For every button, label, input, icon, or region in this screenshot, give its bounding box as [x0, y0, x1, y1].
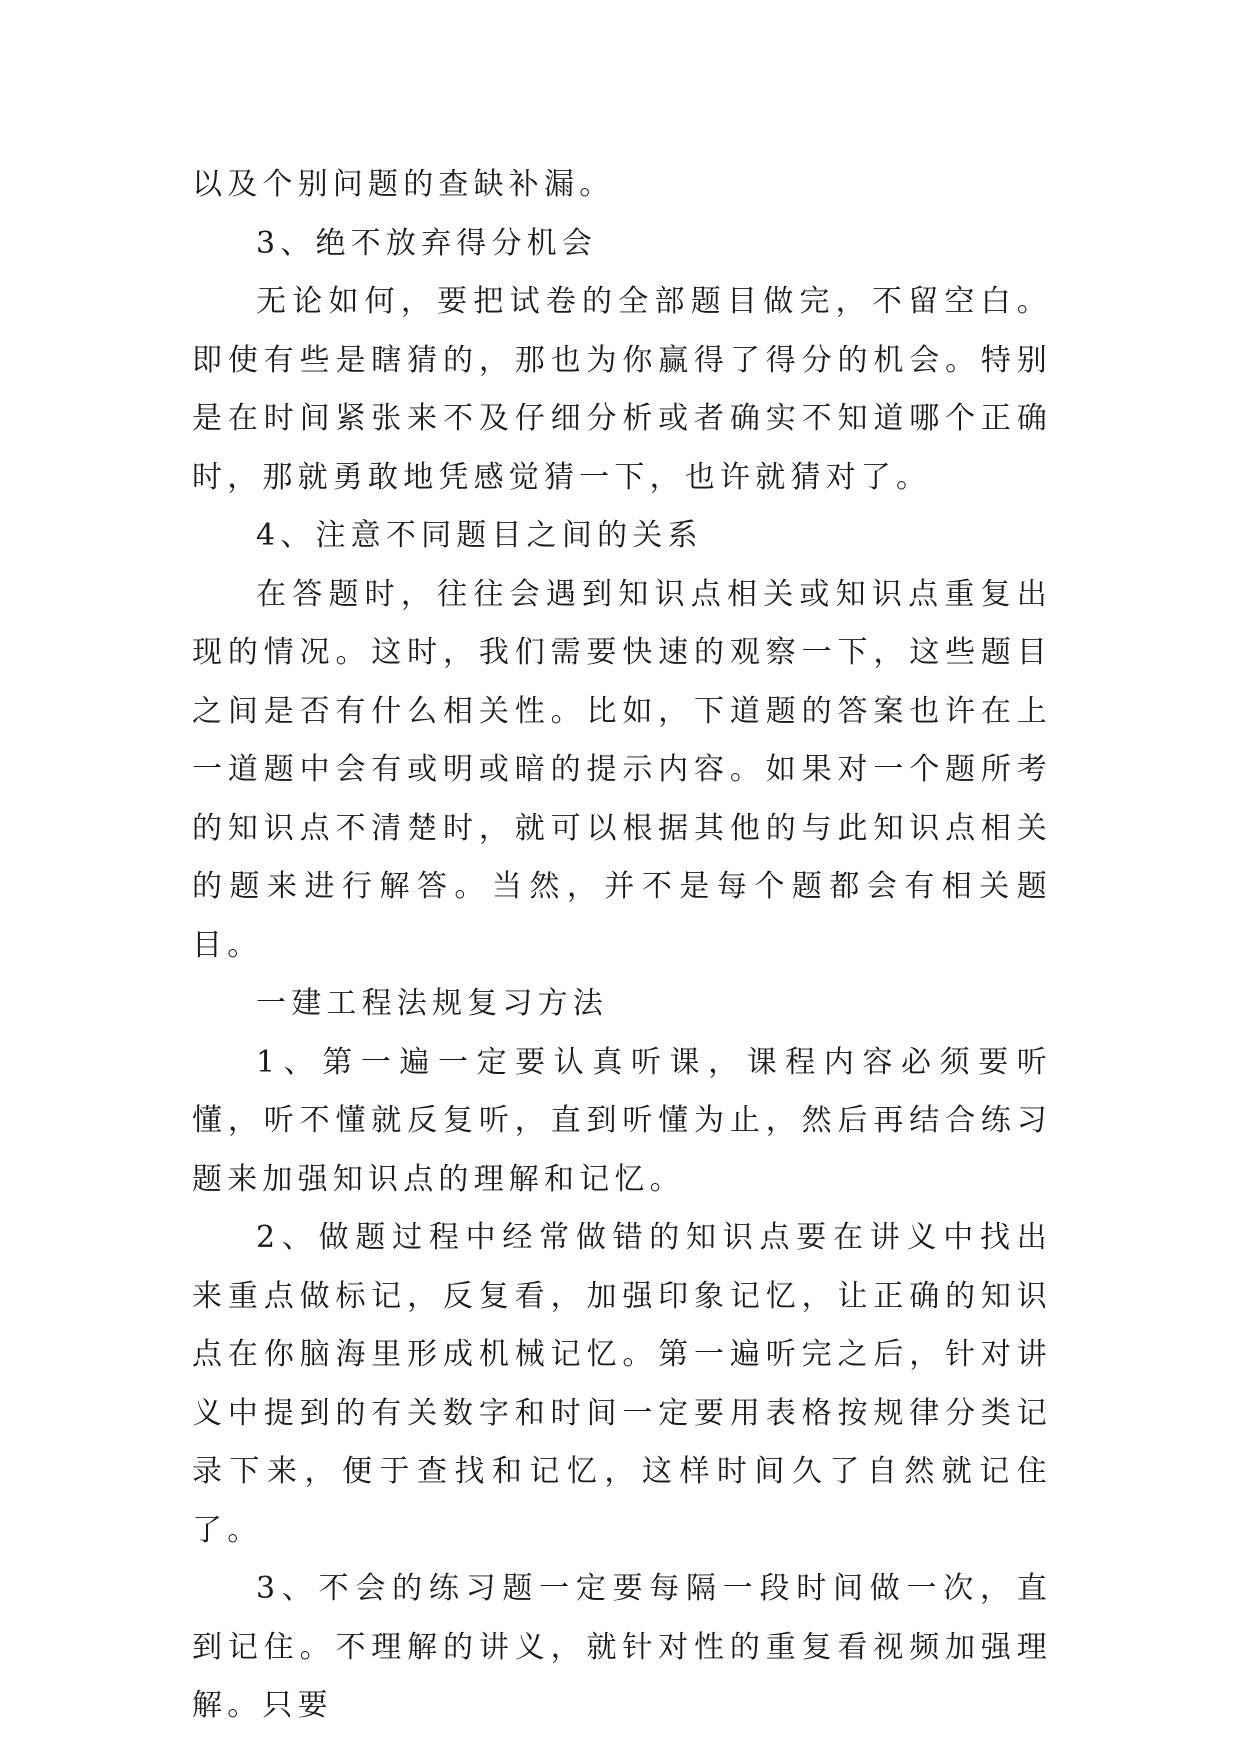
paragraph: 在答题时，往往会遇到知识点相关或知识点重复出现的情况。这时，我们需要快速的观察一下，这些题目之间是否有什么相关性。比如，下道题的答案也许在上一道题中会有或明或暗的提示内容。如果对一个题所考的知识点不清楚时，就可以根据其他的与此知识点相关的题来进行解答。当然，并不是每个题都会有相关题目。 [192, 576, 1052, 963]
section-heading-3: 3、绝不放弃得分机会 [256, 225, 598, 261]
paragraph: 2、做题过程中经常做错的知识点要在讲义中找出来重点做标记，反复看，加强印象记忆，让正确的知识点在你脑海里形成机械记忆。第一遍听完之后，针对讲义中提到的有关数字和时间一定要用表格按规律分类记录下来，便于查找和记忆，这样时间久了自然就记住了。 [192, 1220, 1052, 1548]
paragraph: 3、不会的练习题一定要每隔一段时间做一次，直到记住。不理解的讲义，就针对性的重复看视频加强理解。只要 [192, 1571, 1052, 1723]
paragraph-continuation: 以及个别问题的查缺补漏。 [192, 167, 615, 202]
document-body [192, 156, 1052, 1736]
section-heading-4: 4、注意不同题目之间的关系 [256, 518, 703, 553]
section-title: 一建工程法规复习方法 [256, 986, 608, 1021]
paragraph: 1、第一遍一定要认真听课，课程内容必须要听懂，听不懂就反复听，直到听懂为止，然后再结合练习题来加强知识点的理解和记忆。 [192, 1044, 1052, 1197]
paragraph: 无论如何，要把试卷的全部题目做完，不留空白。即使有些是瞎猜的，那也为你赢得了得分的机会。特别是在时间紧张来不及仔细分析或者确实不知道哪个正确时，那就勇敢地凭感觉猜一下，也许就猜对了。 [192, 284, 1052, 495]
